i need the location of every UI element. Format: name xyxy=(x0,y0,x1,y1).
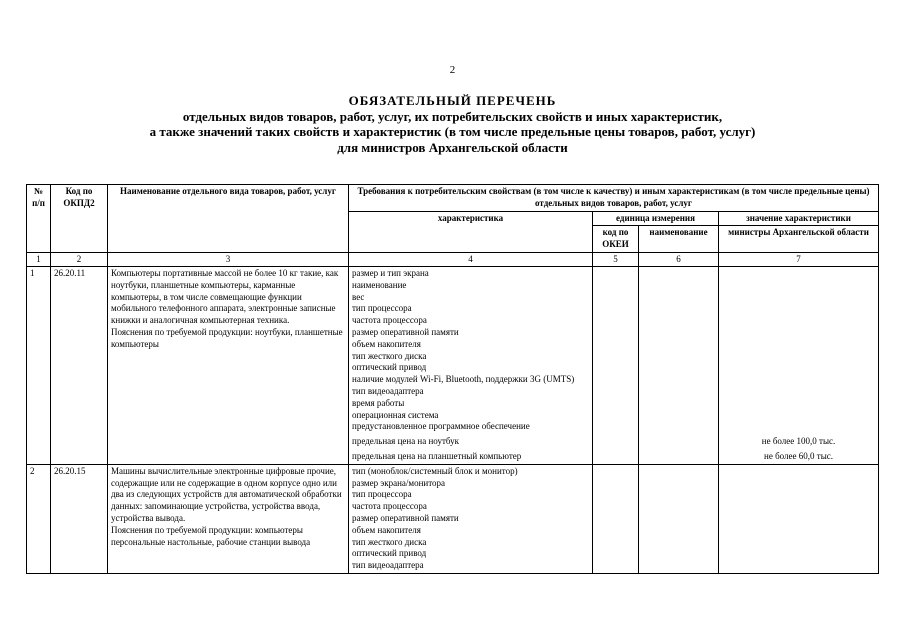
product-clarification: Пояснения по требуемой продукции: компьютеры персональные настольные, рабочие станции вывода xyxy=(111,524,311,547)
characteristic-item: тип жесткого диска xyxy=(352,350,427,361)
characteristic-item: время работы xyxy=(352,397,405,408)
characteristic-item: наименование xyxy=(352,279,407,290)
tablet-price-limit: не более 60,0 тыс. xyxy=(764,450,834,461)
characteristic-item: операционная система xyxy=(352,409,439,420)
product-name-cell xyxy=(108,464,349,573)
characteristic-item: наличие модулей Wi-Fi, Bluetooth, поддержки 3G (UMTS) xyxy=(352,374,575,385)
header-okei: код по ОКЕИ xyxy=(593,226,639,253)
characteristic-item: тип (моноблок/системный блок и монитор) xyxy=(352,465,518,476)
characteristic-item: предельная цена на планшетный компьютер xyxy=(352,450,522,461)
characteristic-item: объем накопителя xyxy=(352,338,421,349)
product-clarification: Пояснения по требуемой продукции: ноутбуки, планшетные компьютеры xyxy=(111,326,343,349)
value-cell xyxy=(719,464,879,573)
okei-cell xyxy=(593,464,639,573)
characteristic-item: предельная цена на ноутбук xyxy=(352,436,460,447)
header-num: № п/п xyxy=(27,185,51,253)
okpd-code: 26.20.15 xyxy=(51,464,108,573)
characteristic-item: размер оперативной памяти xyxy=(352,512,459,523)
requirements-table xyxy=(26,184,879,574)
column-number: 6 xyxy=(639,252,719,266)
column-number: 1 xyxy=(27,252,51,266)
product-name: Компьютеры портативные массой не более 10 кг такие, как ноутбуки, планшетные компьютеры, карманные компьютеры, в том числе совмещающие функции мобильного телефонного аппарата, электронные записные книжки и аналогичная компьютерная техника. xyxy=(111,267,339,326)
characteristic-item: оптический привод xyxy=(352,362,427,373)
characteristic-item: тип процессора xyxy=(352,489,412,500)
product-name-cell xyxy=(108,266,349,464)
row-number: 1 xyxy=(27,266,51,464)
characteristic-item: размер и тип экрана xyxy=(352,267,429,278)
value-cell xyxy=(719,266,879,464)
characteristics-cell xyxy=(349,266,593,464)
column-number-row xyxy=(27,252,879,266)
characteristic-item: тип жесткого диска xyxy=(352,536,427,547)
characteristic-item: тип видеоадаптера xyxy=(352,560,424,571)
header-value: значение характеристики xyxy=(719,211,879,226)
document-title: ОБЯЗАТЕЛЬНЫЙ ПЕРЕЧЕНЬ xyxy=(348,93,557,108)
header-unit-name: наименование xyxy=(639,226,719,253)
header-name: Наименование отдельного вида товаров, работ, услуг xyxy=(108,185,349,253)
column-number: 4 xyxy=(349,252,593,266)
laptop-price-limit: не более 100,0 тыс. xyxy=(761,436,836,447)
characteristic-item: частота процессора xyxy=(352,501,427,512)
product-name: Машины вычислительные электронные цифровые прочие, содержащие или не содержащие в одном корпусе одно или два из следующих устройств для автоматической обработки данных: запоминающие устройства, устройства ввода, устройства вывода. xyxy=(111,465,342,523)
document-heading xyxy=(0,93,905,155)
column-number: 7 xyxy=(719,252,879,266)
unit-name-cell xyxy=(639,464,719,573)
header-unit: единица измерения xyxy=(593,211,719,226)
okei-cell xyxy=(593,266,639,464)
characteristic-item: тип видеоадаптера xyxy=(352,385,424,396)
characteristic-item: частота процессора xyxy=(352,315,427,326)
okpd-code: 26.20.11 xyxy=(51,266,108,464)
page-number: 2 xyxy=(449,64,456,76)
characteristics-cell xyxy=(349,464,593,573)
row-number: 2 xyxy=(27,464,51,573)
subtitle-line-3: для министров Архангельской области xyxy=(337,139,568,155)
unit-name-cell xyxy=(639,266,719,464)
header-requirements: Требования к потребительским свойствам (в том числе к качеству) и иным характеристикам (в том числе предельные цены) отдельных видов товаров, работ, услуг xyxy=(349,185,879,212)
subtitle-line-2: а также значений таких свойств и характеристик (в том числе предельные цены товаров, работ, услуг) xyxy=(149,124,756,139)
characteristic-item: тип процессора xyxy=(352,303,412,314)
column-number: 2 xyxy=(51,252,108,266)
characteristic-item: вес xyxy=(352,291,365,302)
characteristic-item: оптический привод xyxy=(352,548,427,559)
characteristic-item: объем накопителя xyxy=(352,524,421,535)
subtitle-line-1: отдельных видов товаров, работ, услуг, их потребительских свойств и иных характеристик, xyxy=(182,108,723,124)
header-ministers: министры Архангельской области xyxy=(719,226,879,253)
characteristic-item: размер экрана/монитора xyxy=(352,477,446,488)
characteristic-item: размер оперативной памяти xyxy=(352,326,459,337)
header-characteristic: характеристика xyxy=(349,211,593,252)
header-okpd: Код по ОКПД2 xyxy=(51,185,108,253)
table-row xyxy=(27,464,879,573)
column-number: 3 xyxy=(108,252,349,266)
characteristic-item: предустановленное программное обеспечение xyxy=(352,421,530,432)
table-row xyxy=(27,266,879,464)
column-number: 5 xyxy=(593,252,639,266)
